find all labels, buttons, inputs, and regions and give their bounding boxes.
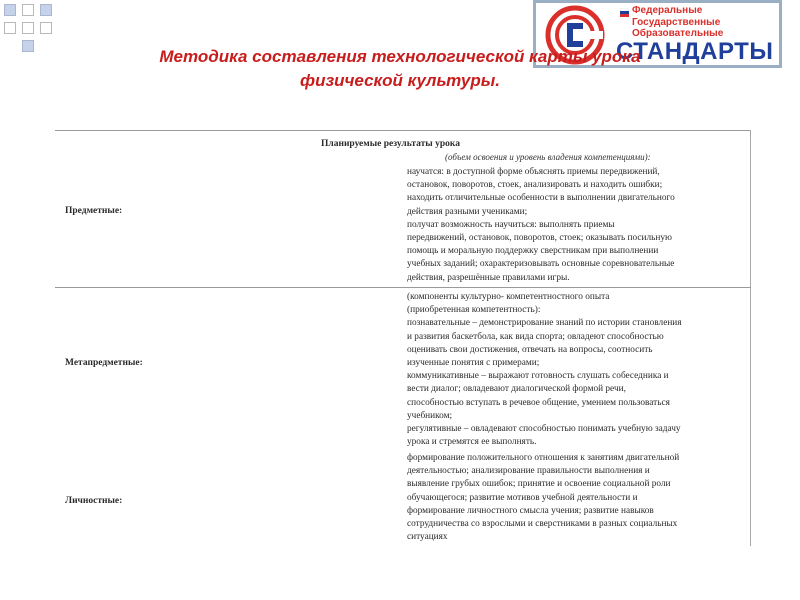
row-divider: [55, 287, 751, 288]
cell-line: познавательные – демонстрирование знаний по истории становления: [407, 318, 682, 329]
cell-line: выявление грубых ошибок; принятие и освоение социальной роли: [407, 479, 671, 490]
title-line-2: физической культуры.: [300, 71, 500, 90]
table-top-border: [55, 130, 751, 131]
row-label-personal: Личностные:: [65, 496, 123, 506]
table-right-border: [750, 130, 751, 546]
cell-line: формирование положительного отношения к занятиям двигательной: [407, 453, 680, 463]
cell-line: остановок, поворотов, стоек, анализировать и находить ошибки;: [407, 180, 663, 191]
cell-line: учебных заданий; охарактеризовывать основные соревновательные: [407, 259, 675, 270]
cell-line: получат возможность научиться: выполнять приемы: [407, 219, 615, 230]
cell-line: урока и стремятся ее выполнять.: [407, 437, 537, 448]
cell-line: коммуникативные – выражают готовность слушать собеседника и: [407, 371, 669, 382]
cell-line: сотрудничества со взрослыми и сверстниками в разных социальных: [407, 519, 678, 530]
cell-line: деятельностью; анализирование правильности выполнения и: [407, 466, 650, 477]
decor-square: [40, 4, 52, 16]
results-table: [55, 130, 751, 546]
cell-line: изученные понятия с примерами;: [407, 358, 540, 369]
cell-line: помощь и моральную поддержку сверстникам при выполнении: [407, 246, 659, 257]
logo-line-3: Образовательные: [632, 28, 724, 39]
cell-meta-results: [407, 291, 745, 449]
cell-line: действия, разрешённые правилами игры.: [407, 272, 570, 283]
decor-square: [4, 22, 16, 34]
title-line-1: Методика составления технологической карты урока: [159, 47, 641, 66]
cell-line: научатся: в доступной форме объяснять приемы передвижений,: [407, 167, 660, 177]
cell-line: ситуациях: [407, 532, 448, 543]
page-title: [60, 45, 740, 93]
decor-square: [40, 22, 52, 34]
cell-line: (приобретенная компетентность):: [407, 305, 541, 316]
cell-line: действия разными учениками;: [407, 206, 528, 217]
row-label-meta: Метапредметные:: [65, 358, 143, 368]
decor-square: [22, 40, 34, 52]
cell-line: обучающегося; развитие мотивов учебной деятельности и: [407, 492, 638, 503]
cell-line: находить отличительные особенности в выполнении двигательного: [407, 193, 675, 204]
cell-line: и развития баскетбола, как вида спорта; овладеют способностью: [407, 331, 664, 342]
logo-line-2: Государственные: [632, 16, 721, 28]
cell-line: передвижений, остановок, поворотов, стоек; оказывать посильную: [407, 233, 672, 244]
cell-subject-results: [407, 166, 745, 285]
russian-flag-icon: [620, 8, 629, 17]
decor-square: [4, 4, 16, 16]
table-header: Планируемые результаты урока: [321, 139, 460, 149]
logo-caption: [632, 5, 723, 40]
cell-line: способностью вступать в речевое общение, умением пользоваться: [407, 397, 670, 408]
cell-line: регулятивные – овладевают способностью понимать учебную задачу: [407, 424, 681, 435]
logo-line-1: Федеральные: [632, 5, 703, 16]
decor-square: [22, 22, 34, 34]
cell-line: учебником;: [407, 410, 453, 421]
decor-square: [22, 4, 34, 16]
logo-brand-text: СТАНДАРТЫ: [616, 38, 774, 65]
cell-line: оценивать свои достижения, отвечать на вопросы, соотносить: [407, 344, 653, 355]
row-label-subject: Предметные:: [65, 206, 123, 216]
table-subheader: (объем освоения и уровень владения компетенциями):: [445, 152, 651, 162]
cell-line: формирование личностного смысла учения; развитие навыков: [407, 505, 654, 516]
cell-line: (компоненты культурно- компетентностного опыта: [407, 292, 610, 302]
cell-line: вести диалог; овладевают диалогической формой речи,: [407, 384, 626, 395]
cell-personal-results: [407, 452, 745, 544]
